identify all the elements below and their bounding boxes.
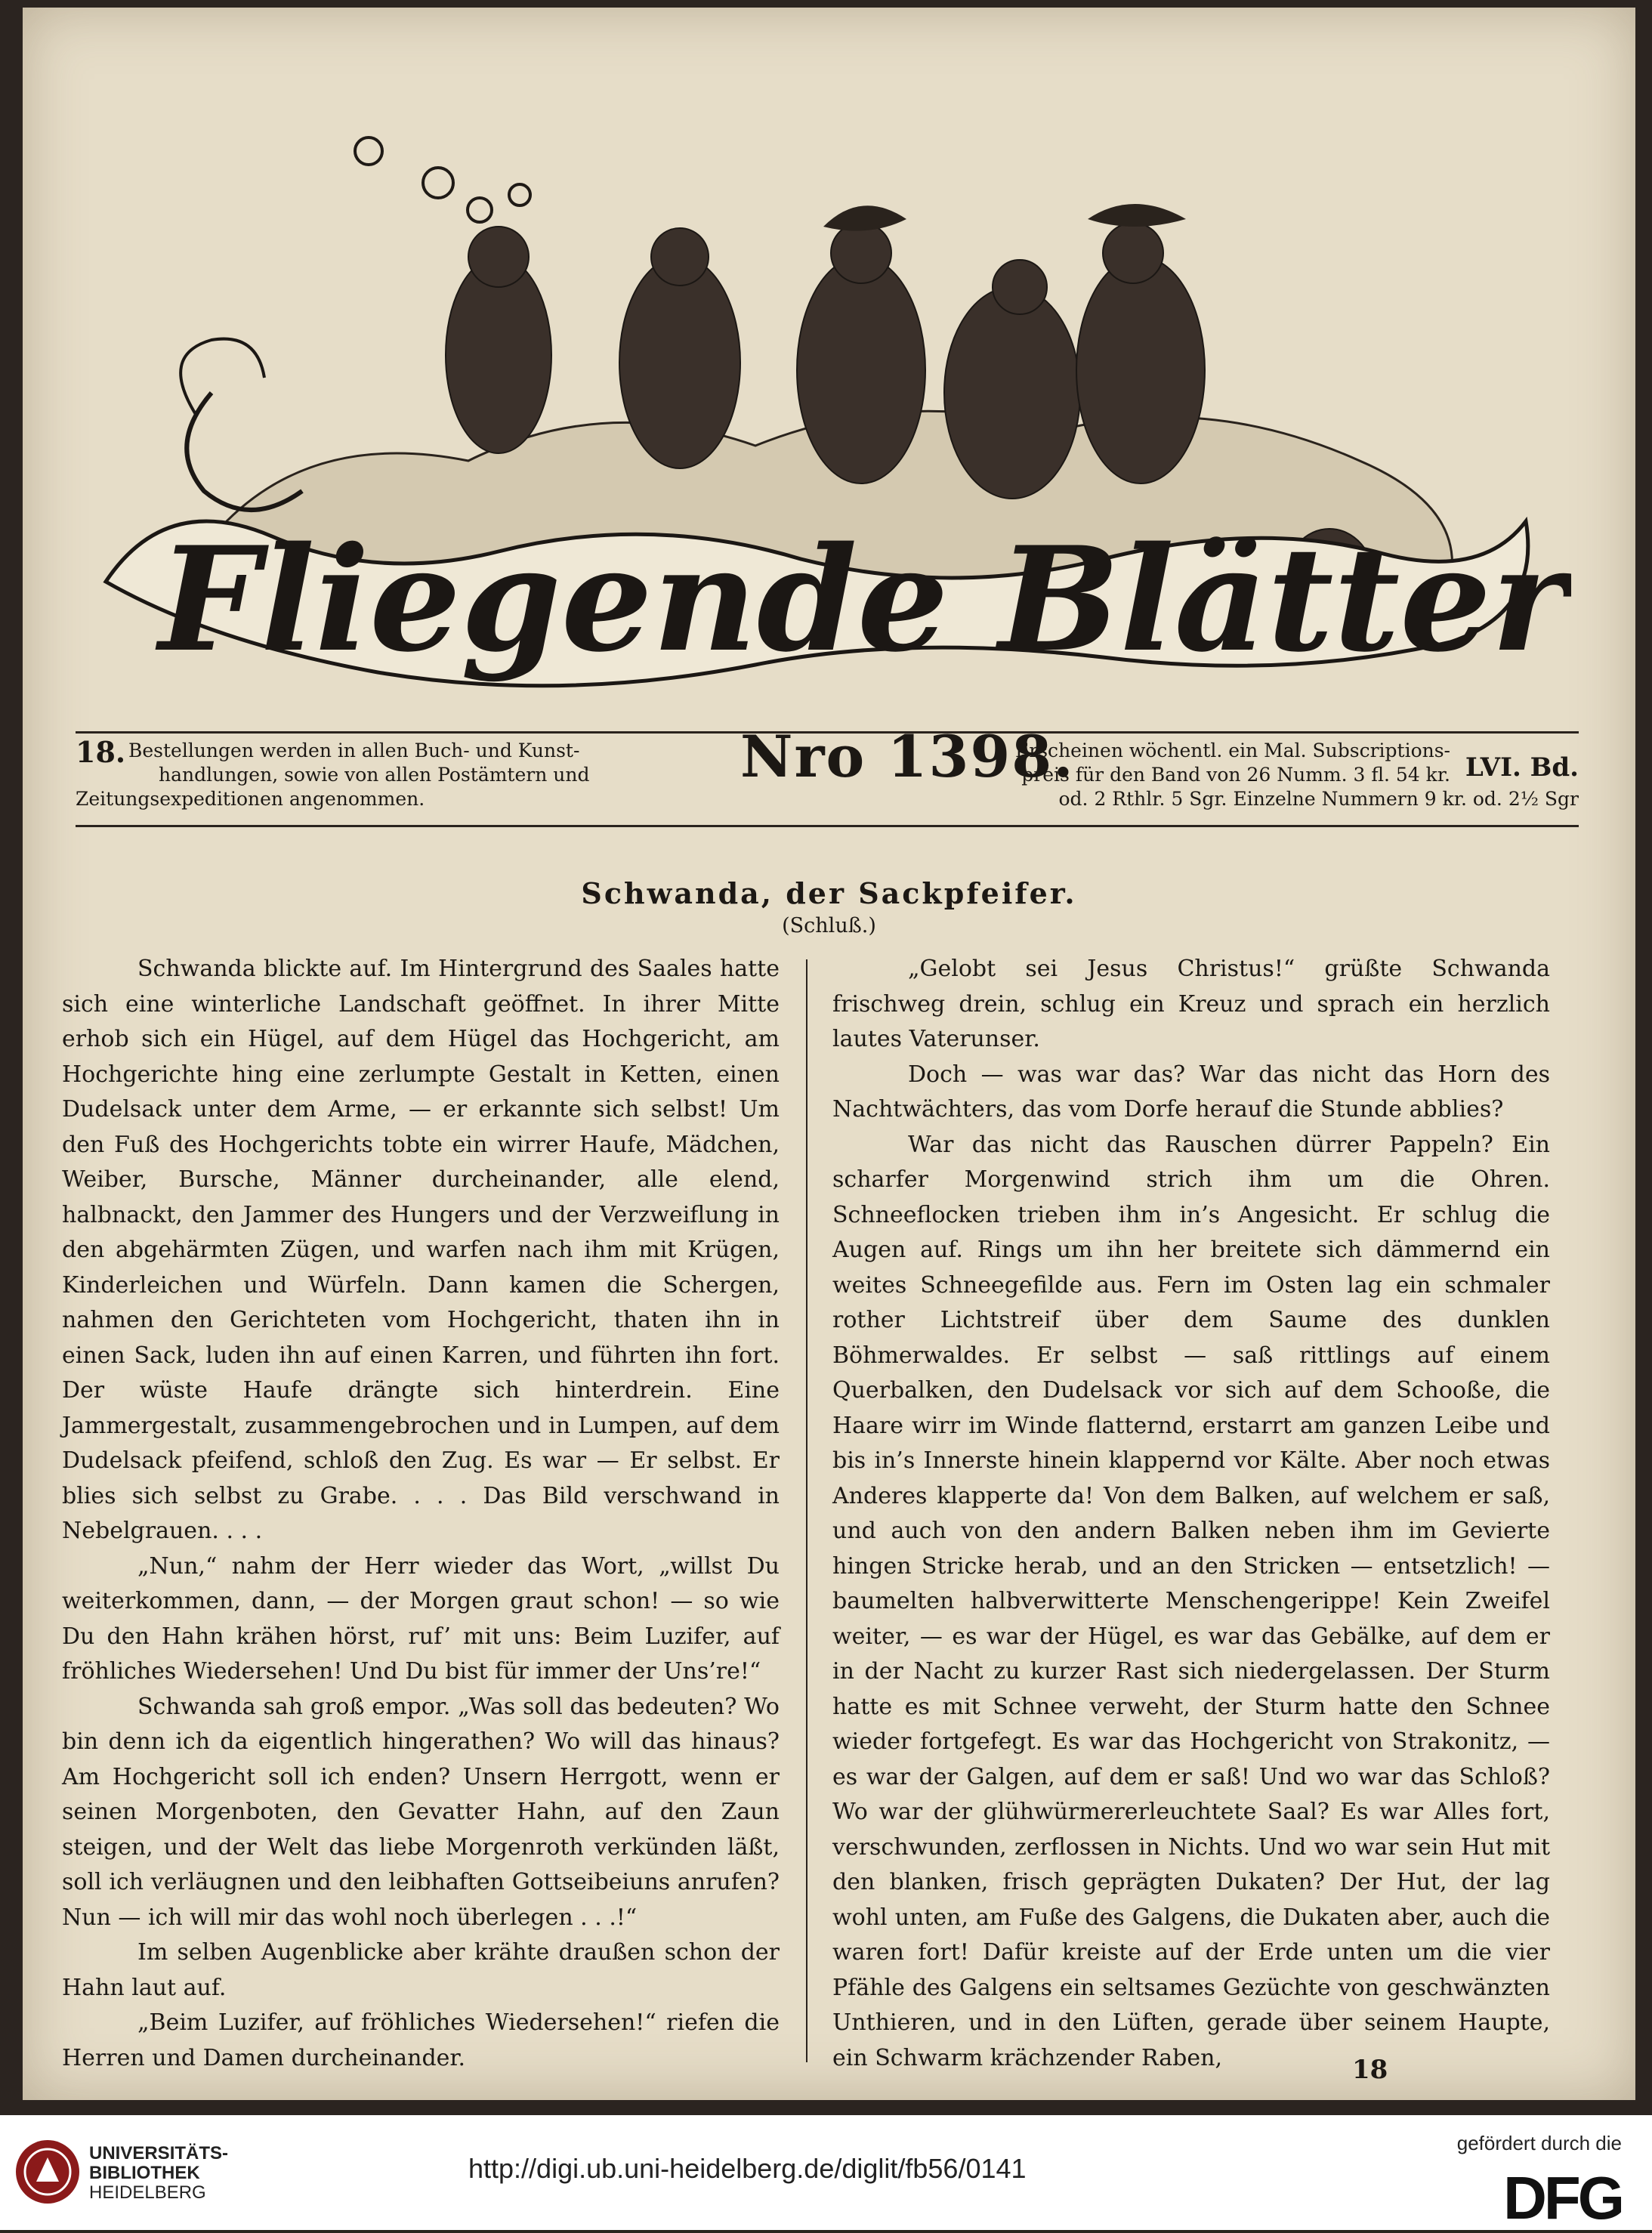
order-line: handlungen, sowie von allen Postämtern und bbox=[159, 764, 590, 786]
subscription-line: preis für den Band von 26 Numm. 3 fl. 54 kr. bbox=[1021, 764, 1450, 786]
masthead-illustration bbox=[76, 38, 1571, 718]
subscription-line: od. 2 Rthlr. 5 Sgr. Einzelne Nummern 9 kr. od. 2½ Sgr bbox=[1058, 788, 1579, 810]
left-column bbox=[62, 952, 780, 2076]
library-name-line: HEIDELBERG bbox=[89, 2182, 206, 2203]
library-name-line: BIBLIOTHEK bbox=[89, 2163, 200, 2183]
paragraph: Schwanda blickte auf. Im Hintergrund des Saales hatte sich eine winterliche Landschaft geöffnet. In ihrer Mitte erhob sich ein Hügel, auf dem Hügel das Hochgericht, am Hochgerichte hing eine zerlumpte Gestalt in Ketten, einen Dudelsack unter dem Arme, — er erkannte sich selbst! Um den Fuß des Hochgerichts tobte ein wirrer Haufe, Mädchen, Weiber, Bursche, Männer durcheinander, alle elend, halbnackt, den Jammer des Hungers und der Verzweiflung in den abgehärmten Zügen, und warfen nach ihm mit Krügen, Kinderleichen und Würfeln. Dann kamen die Schergen, nahmen den Gerichteten vom Hochgericht, thaten ihn in einen Sack, luden ihn auf einen Karren, und führten ihn fort. Der wüste Haufe drängte sich hinterdrein. Eine Jammergestalt, zusammengebrochen und in Lumpen, auf dem Dudelsack pfeifend, schloß den Zug. Es war — Er selbst. Er blies sich selbst zu Grabe. . . . Das Bild verschwand in Nebelgrauen. . . . bbox=[62, 956, 780, 1544]
header-bottom-rule bbox=[76, 825, 1579, 827]
paragraph: „Gelobt sei Jesus Christus!“ grüßte Schwanda frischweg drein, schlug ein Kreuz und sprach ein herzlich lautes Vaterunser. bbox=[832, 956, 1550, 1052]
volume-label: LVI. Bd. bbox=[1465, 752, 1579, 783]
paragraph: Schwanda sah groß empor. „Was soll das bedeuten? Wo bin denn ich da eigentlich hingerathen? Wo will das hinaus? Am Hochgericht soll ich enden? Unsern Herrgott, wenn er seinen Morgenboten, den Gevatter Hahn, auf den Zaun steigen, und der Welt das liebe Morgenroth verkünden läßt, soll ich verläugnen und den leibhaften Gottseibeiuns anrufen? Nun — ich will mir das wohl noch überlegen . . .!“ bbox=[62, 1693, 780, 1931]
page-number: 18 bbox=[1352, 2055, 1388, 2085]
funding-note: gefördert durch die bbox=[1456, 2132, 1622, 2154]
newspaper-page bbox=[23, 8, 1635, 2100]
masthead-title: Fliegende Blätter bbox=[159, 515, 1567, 684]
order-line: Zeitungsexpeditionen angenommen. bbox=[76, 788, 425, 810]
paragraph: „Nun,“ nahm der Herr wieder das Wort, „willst Du weiterkommen, dann, — der Morgen graut schon! — so wie Du den Hahn krähen hörst, ruf’ mit uns: Beim Luzifer, auf fröhliches Wiedersehen! Und Du bist für immer der Uns’re!“ bbox=[62, 1552, 780, 1685]
library-name-line: UNIVERSITÄTS- bbox=[89, 2143, 229, 2164]
masthead-drawing bbox=[76, 38, 1571, 718]
subscription-line: Erscheinen wöchentl. ein Mal. Subscriptions- bbox=[1015, 740, 1450, 761]
column-divider bbox=[806, 959, 807, 2062]
order-line: Bestellungen werden in allen Buch- und Kunst- bbox=[128, 740, 580, 761]
permalink[interactable]: http://digi.ub.uni-heidelberg.de/diglit/fb56/0141 bbox=[468, 2153, 1027, 2184]
article-title: Schwanda, der Sackpfeifer. bbox=[581, 876, 1077, 910]
library-name bbox=[89, 2144, 228, 2203]
subscription-notice bbox=[1005, 739, 1579, 811]
dfg-logo: DFG bbox=[1503, 2164, 1622, 2231]
paragraph: Doch — was war das? War das nicht das Horn des Nachtwächters, das vom Dorfe herauf die Stunde abblies? bbox=[832, 1061, 1550, 1123]
paragraph: „Beim Luzifer, auf fröhliches Wiedersehen!“ riefen die Herren und Damen durcheinander. bbox=[62, 2009, 780, 2071]
article-subtitle: (Schluß.) bbox=[782, 914, 876, 937]
right-column bbox=[832, 952, 1550, 2076]
issue-header bbox=[76, 723, 1579, 822]
university-seal-icon bbox=[14, 2136, 82, 2208]
viewer-footer bbox=[0, 2115, 1652, 2230]
issue-side-number: 18. bbox=[76, 735, 126, 769]
paragraph: War das nicht das Rauschen dürrer Pappeln? Ein scharfer Morgenwind strich ihm um die Ohren. Schneeflocken trieben ihm in’s Angesicht. Er schlug die Augen auf. Rings um ihn her breitete sich dämmernd ein weites Schneegefilde aus. Fern im Osten lag ein schmaler rother Lichtstreif über dem Saume des dunklen Böhmerwaldes. Er selbst — saß rittlings auf einem Querbalken, den Dudelsack vor sich auf dem Schooße, die Haare wirr im Winde flatternd, erstarrt am ganzen Leibe und bis in’s Innerste hinein klappernd vor Kälte. Aber noch etwas Anderes klapperte da! Von dem Balken, auf welchem er saß, und auch von den andern Balken neben ihm im Gevierte hingen Stricke herab, und an den Stricken — entsetzlich! — baumelten halbverwitterte Menschengerippe! Kein Zweifel weiter, — es war der Hügel, es war das Gebälke, auf dem er in der Nacht zu kurzer Rast sich niedergelassen. Der Sturm hatte es mit Schnee verweht, der Sturm hatte den Schnee wieder fortgefegt. Es war das Hochgericht von Strakonitz, — es war der Galgen, auf dem er saß! Und wo war das Schloß? Wo war der glühwürmererleuchtete Saal? Es war Alles fort, verschwunden, zerflossen in Nichts. Und wo war sein Hut mit den blanken, frisch geprägten Dukaten? Der Hut, der lag wohl unten, am Fuße des Galgens, die Dukaten aber, auch die waren fort! Dafür kreiste auf der Erde unten um die vier Pfähle des Galgens ein seltsames Gezüchte von geschwänzten Unthieren, und in den Lüften, gerade über seinem Haupte, ein Schwarm krächzender Raben, bbox=[832, 1131, 1550, 2071]
issue-number: Nro 1398. bbox=[740, 723, 1075, 790]
paragraph: Im selben Augenblicke aber krähte draußen schon der Hahn laut auf. bbox=[62, 1939, 780, 2001]
